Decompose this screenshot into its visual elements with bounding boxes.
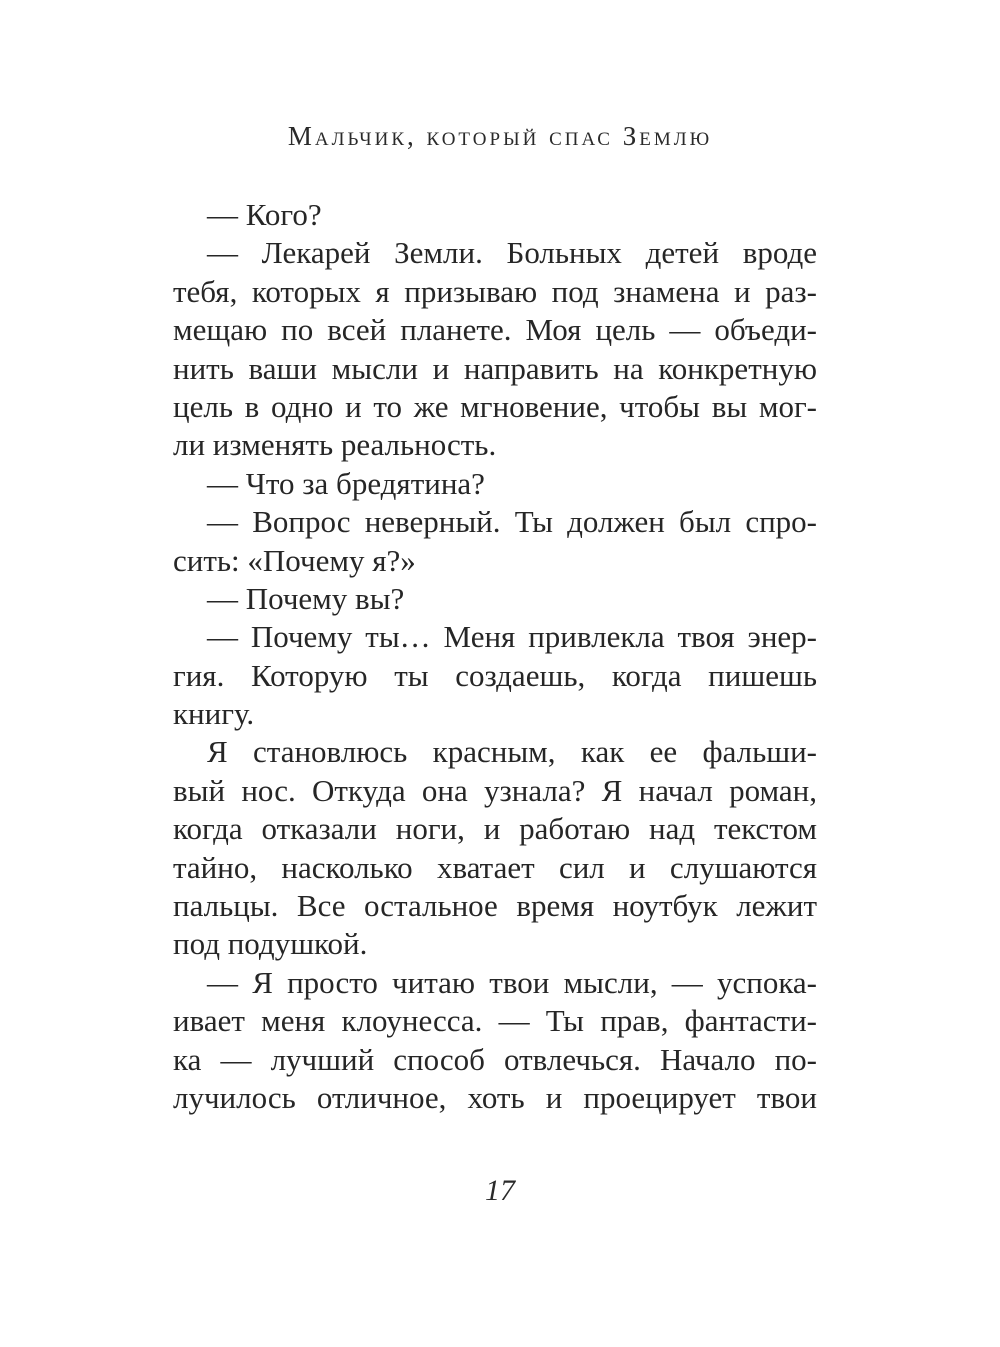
page-number: 17 [485,1174,515,1207]
running-head: Мальчик, который спас Землю [287,121,713,151]
text-line: ка — лучший способ отвлечься. Начало по- [173,1041,817,1077]
text-line: — Почему ты… Меня привлекла твоя энер- [207,619,817,655]
body-text [173,196,817,1117]
text-line: цель в одно и то же мгновение, чтобы вы мог- [173,388,817,424]
text-line: пальцы. Все остальное время ноутбук лежит [173,888,817,924]
text-line: — Вопрос неверный. Ты должен был спро- [207,504,817,540]
text-line: ивает меня клоунесса. — Ты прав, фантасти- [173,1003,817,1039]
text-line: лучилось отличное, хоть и проецирует твои [173,1079,817,1115]
text-line: книгу. [173,696,255,732]
text-line: тебя, которых я призываю под знамена и раз- [173,273,817,309]
text-line: сить: «Почему я?» [173,542,416,578]
text-line: тайно, насколько хватает сил и слушаются [173,849,817,885]
text-line: вый нос. Откуда она узнала? Я начал роман, [173,772,817,808]
text-line: ли изменять реальность. [173,427,497,463]
text-line: под подушкой. [173,926,368,962]
text-line: мещаю по всей планете. Моя цель — объеди- [173,312,817,348]
text-line: когда отказали ноги, и работаю над текстом [173,811,817,847]
text-line: нить ваши мысли и направить на конкретную [173,350,817,386]
text-line: — Почему вы? [207,580,405,616]
text-line: — Кого? [207,197,322,232]
text-line: — Что за бредятина? [207,465,485,501]
text-line: гия. Которую ты создаешь, когда пишешь [173,657,817,693]
text-line: Я становлюсь красным, как ее фальши- [207,734,817,770]
text-line: — Я просто читаю твои мысли, — успока- [207,964,817,1000]
text-line: — Лекарей Земли. Больных детей вроде [207,235,817,271]
